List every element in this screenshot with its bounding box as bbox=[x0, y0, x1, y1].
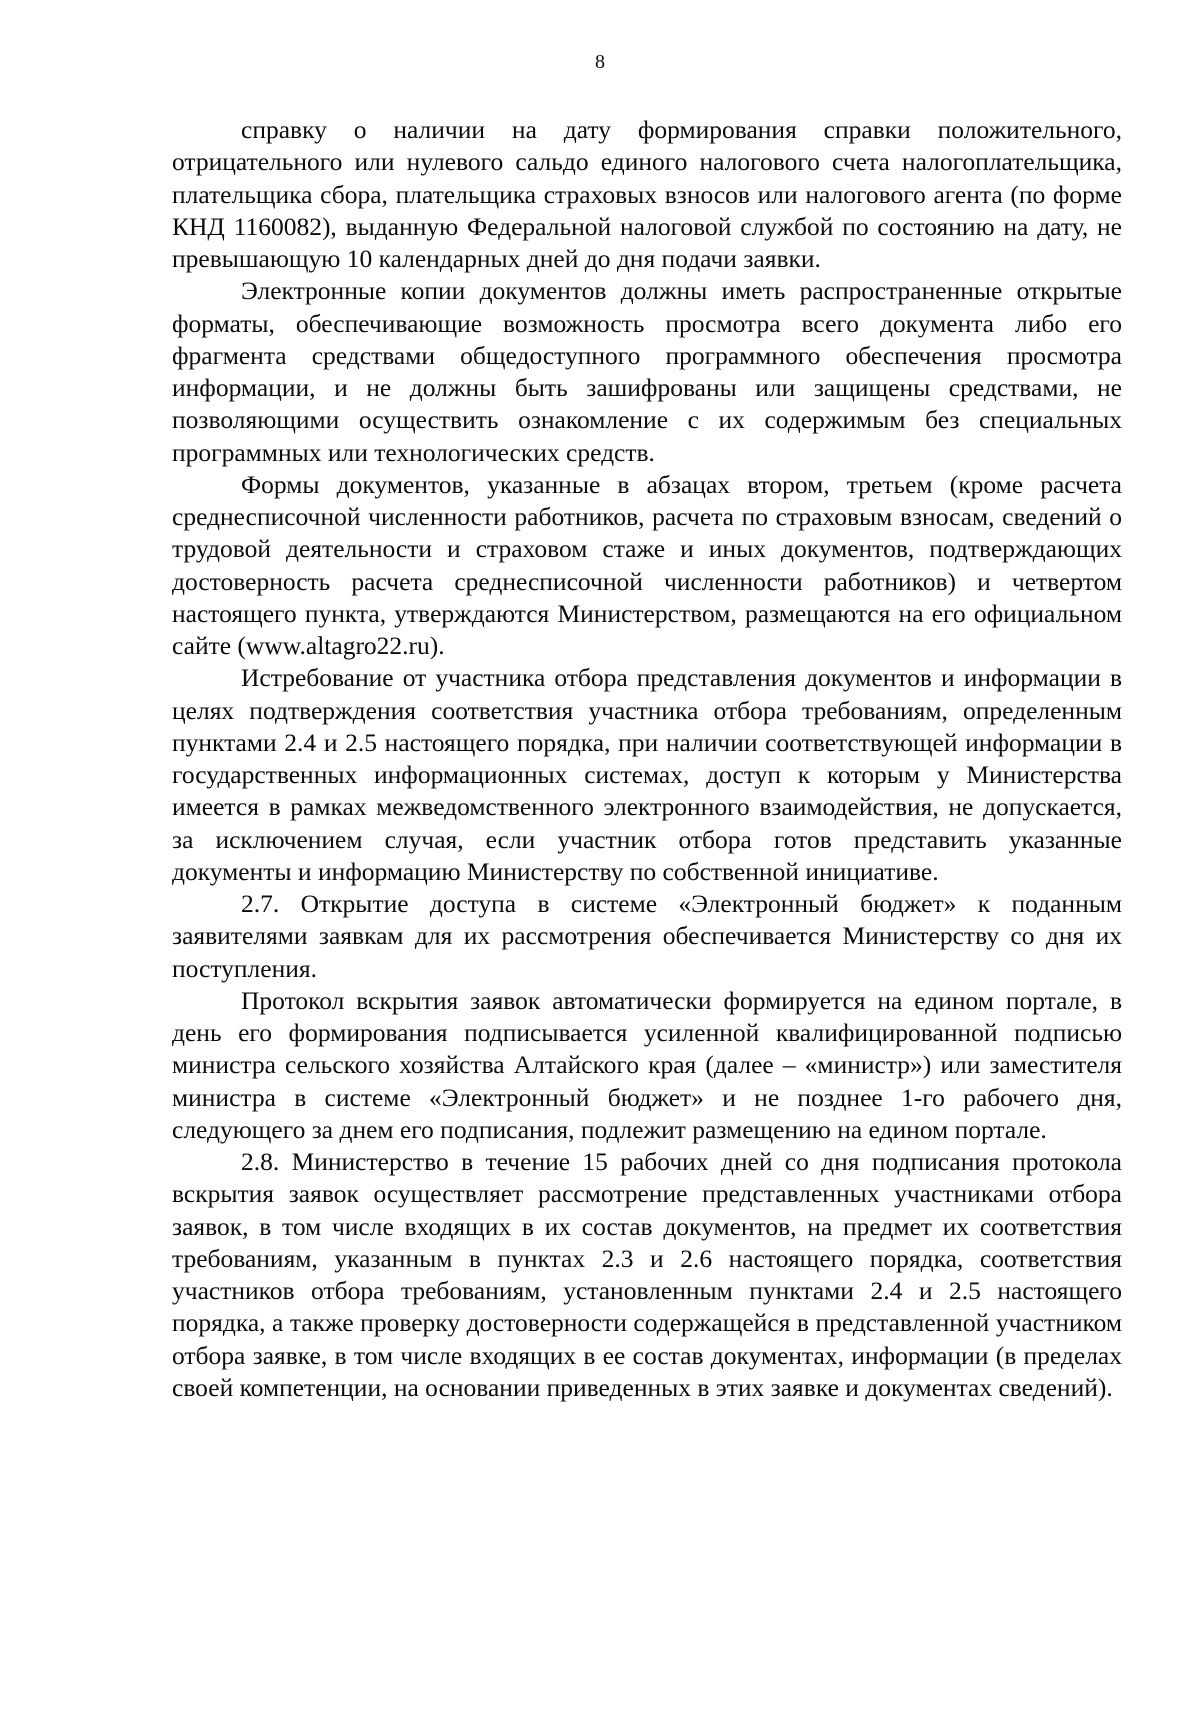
paragraph-electronic-copies: Электронные копии документов должны иметь распространенные открытые форматы, обеспечивающие возможность просмотра всего документа либо его фрагмента средствами общедоступного программного обеспечения просмотра информации, и не должны быть зашифрованы или защищены средствами, не позволяющими осуществить ознакомление с их содержимым без специальных программных или технологических средств. bbox=[172, 276, 1122, 467]
paragraph-document-forms: Формы документов, указанные в абзацах втором, третьем (кроме расчета среднесписочной численности работников, расчета по страховым взносам, сведений о трудовой деятельности и страховом стаже и иных документов, подтверждающих достоверность расчета среднесписочной численности работников) и четвертом настоящего пункта, утверждаются Министерством, размещаются на его официальном сайте (www.altagro22.ru). bbox=[172, 469, 1122, 660]
paragraph-continuation: справку о наличии на дату формирования справки положительного, отрицательного или нулевого сальдо единого налогового счета налогоплательщика, плательщика сбора, плательщика страховых взносов или налогового агента (по форме КНД 1160082), выданную Федеральной налоговой службой по состоянию на дату, не превышающую 10 календарных дней до дня подачи заявки. bbox=[172, 115, 1122, 273]
paragraph-2-7: 2.7. Открытие доступа в системе «Электронный бюджет» к поданным заявителями заявкам для их рассмотрения обеспечивается Министерству со дня их поступления. bbox=[172, 889, 1122, 983]
document-body bbox=[172, 114, 1122, 1404]
paragraph-document-request: Истребование от участника отбора представления документов и информации в целях подтверждения соответствия участника отбора требованиям, определенным пунктами 2.4 и 2.5 настоящего порядка, при наличии соответствующей информации в государственных информационных системах, доступ к которым у Министерства имеется в рамках межведомственного электронного взаимодействия, не допускается, за исключением случая, если участник отбора готов представить указанные документы и информацию Министерству по собственной инициативе. bbox=[172, 663, 1122, 886]
paragraph-opening-protocol: Протокол вскрытия заявок автоматически формируется на едином портале, в день его формирования подписывается усиленной квалифицированной подписью министра сельского хозяйства Алтайского края (далее – «министр») или заместителя министра в системе «Электронный бюджет» и не позднее 1-го рабочего дня, следующего за днем его подписания, подлежит размещению на едином портале. bbox=[172, 985, 1122, 1144]
paragraph-2-8: 2.8. Министерство в течение 15 рабочих дней со дня подписания протокола вскрытия заявок осуществляет рассмотрение представленных участниками отбора заявок, в том числе входящих в их состав документов, на предмет их соответствия требованиям, указанным в пунктах 2.3 и 2.6 настоящего порядка, соответствия участников отбора требованиям, установленным пунктами 2.4 и 2.5 настоящего порядка, а также проверку достоверности содержащейся в представленной участником отбора заявке, в том числе входящих в ее состав документах, информации (в пределах своей компетенции, на основании приведенных в этих заявке и документах сведений). bbox=[172, 1147, 1122, 1402]
page-number: 8 bbox=[595, 51, 605, 73]
